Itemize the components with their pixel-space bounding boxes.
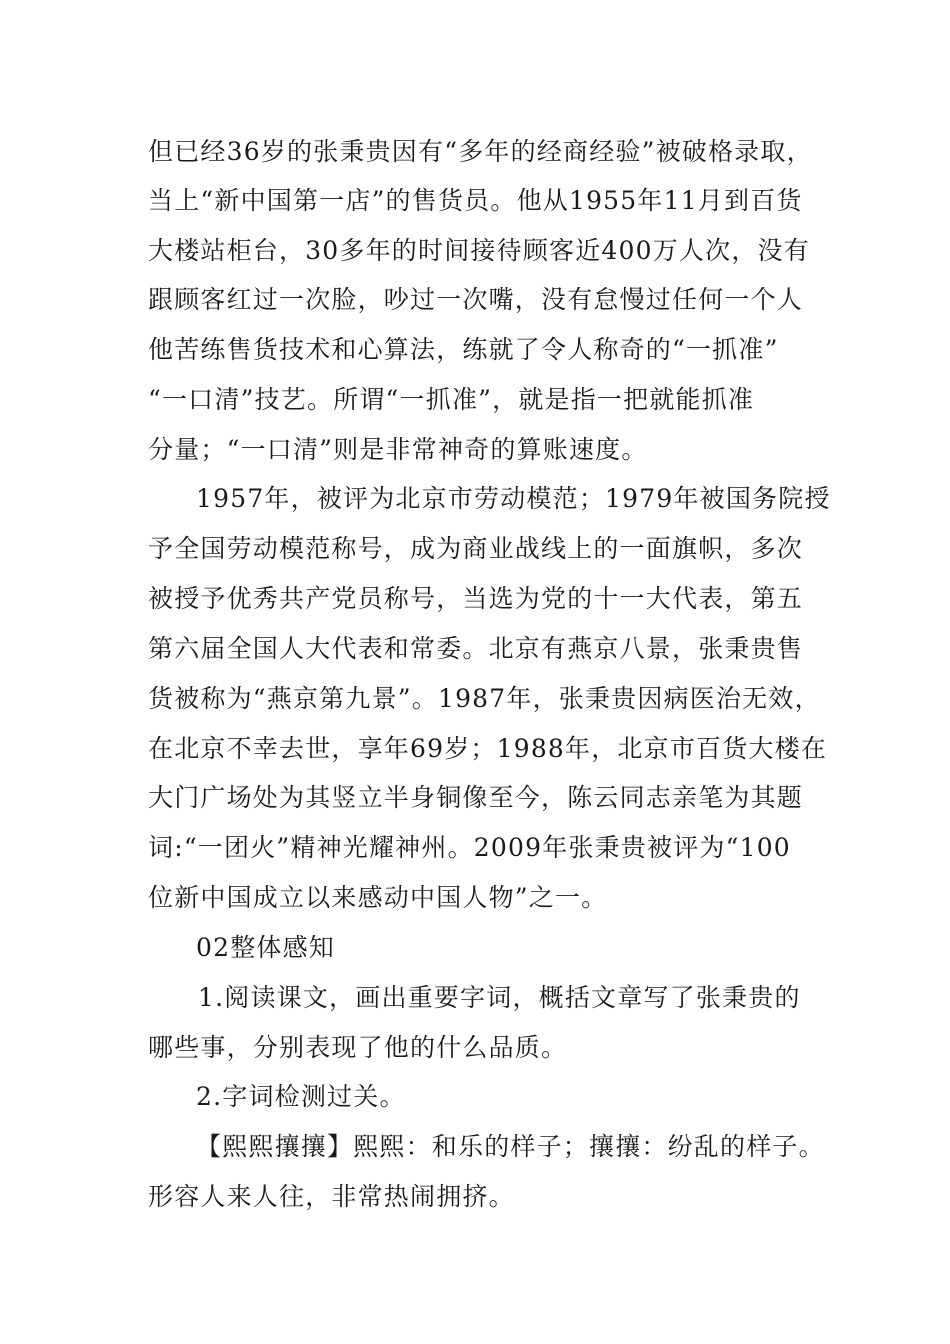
text-line: 大楼站柜台，30多年的时间接待顾客近400万人次，没有 — [148, 236, 810, 265]
text-line: 【熙熙攘攘】熙熙：和乐的样子；攘攘：纷乱的样子。 — [196, 1132, 825, 1161]
text-line: 跟顾客红过一次脸，吵过一次嘴，没有怠慢过任何一个人 — [148, 285, 804, 314]
text-line: “一口清”技艺。所谓“一抓准”，就是指一把就能抓准 — [148, 385, 755, 414]
text-line: 形容人来人往，非常热闹拥挤。 — [148, 1182, 515, 1211]
text-line: 货被称为“燕京第九景”。1987年，张秉贵因病医治无效， — [148, 684, 821, 713]
text-line: 1.阅读课文，画出重要字词，概括文章写了张秉贵的 — [198, 983, 801, 1012]
text-line: 2.字词检测过关。 — [196, 1082, 406, 1111]
text-line: 哪些事，分别表现了他的什么品质。 — [148, 1033, 568, 1062]
text-line: 位新中国成立以来感动中国人物”之一。 — [148, 883, 608, 912]
text-line: 予全国劳动模范称号，成为商业战线上的一面旗帜，多次 — [148, 534, 804, 563]
text-line: 但已经36岁的张秉贵因有“多年的经商经验”被破格录取， — [148, 137, 813, 166]
text-line: 大门广场处为其竖立半身铜像至今，陈云同志亲笔为其题 — [148, 783, 804, 812]
text-line: 词:“一团火”精神光耀神州。2009年张秉贵被评为“100 — [148, 833, 791, 862]
text-line: 被授予优秀共产党员称号，当选为党的十一大代表，第五 — [148, 584, 804, 613]
text-line: 在北京不幸去世，享年69岁；1988年，北京市百货大楼在 — [148, 734, 828, 763]
text-line: 分量；“一口清”则是非常神奇的算账速度。 — [148, 435, 648, 464]
text-line: 第六届全国人大代表和常委。北京有燕京八景，张秉贵售 — [148, 634, 804, 663]
text-line: 1957年，被评为北京市劳动模范；1979年被国务院授 — [196, 484, 831, 513]
text-line: 他苦练售货技术和心算法，练就了令人称奇的“一抓准” — [148, 335, 779, 364]
section-heading: 02整体感知 — [196, 933, 336, 962]
text-line: 当上“新中国第一店”的售货员。他从1955年11月到百货 — [148, 186, 803, 215]
